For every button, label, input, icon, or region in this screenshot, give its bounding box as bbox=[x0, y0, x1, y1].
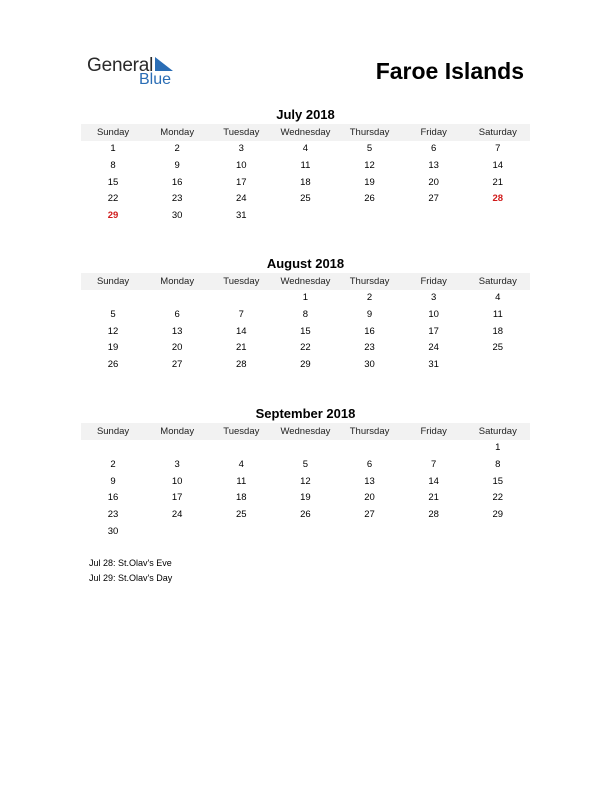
day-cell: 3 bbox=[238, 143, 244, 154]
day-cell: 23 bbox=[171, 193, 183, 205]
day-cell: 5 bbox=[110, 308, 116, 320]
day-cell: 2 bbox=[366, 292, 373, 303]
day-cell: 18 bbox=[492, 325, 504, 337]
day-cell: 20 bbox=[364, 492, 375, 504]
day-cell: 4 bbox=[238, 458, 244, 470]
day-grid bbox=[81, 141, 530, 225]
weekday-label: Thursday bbox=[349, 276, 390, 287]
day-cell: 19 bbox=[107, 342, 119, 354]
month-title: August 2018 bbox=[266, 256, 345, 271]
empty-cell bbox=[273, 440, 337, 457]
day-cell: 10 bbox=[428, 308, 439, 320]
day-cell: 17 bbox=[171, 492, 183, 504]
day-cell: 12 bbox=[300, 475, 311, 487]
day-cell: 25 bbox=[300, 193, 311, 205]
day-cell: 24 bbox=[428, 342, 439, 354]
empty-cell bbox=[209, 440, 273, 457]
empty-cell bbox=[81, 440, 145, 457]
day-cell: 16 bbox=[364, 325, 375, 337]
day-cell: 13 bbox=[428, 159, 439, 171]
day-cell: 1 bbox=[495, 442, 501, 453]
weekday-label: Monday bbox=[160, 127, 195, 138]
empty-cell bbox=[81, 290, 145, 307]
day-cell: 27 bbox=[171, 359, 183, 371]
weekday-label: Saturday bbox=[478, 127, 517, 138]
day-cell: 6 bbox=[431, 143, 437, 154]
weekday-label: Monday bbox=[160, 426, 195, 437]
day-cell: 20 bbox=[171, 342, 183, 354]
day-cell: 5 bbox=[302, 458, 309, 470]
day-cell: 14 bbox=[236, 325, 247, 337]
month-title: July 2018 bbox=[276, 107, 335, 122]
day-cell: 31 bbox=[428, 359, 439, 371]
weekday-label: Sunday bbox=[96, 127, 130, 138]
day-cell: 30 bbox=[171, 210, 183, 222]
empty-cell bbox=[338, 440, 402, 457]
day-cell: 9 bbox=[110, 475, 116, 487]
day-cell: 21 bbox=[428, 492, 439, 504]
day-cell: 31 bbox=[236, 210, 247, 222]
day-cell: 11 bbox=[492, 308, 503, 320]
weekday-label: Wednesday bbox=[280, 276, 331, 287]
day-cell: 18 bbox=[236, 492, 247, 504]
day-cell: 23 bbox=[364, 342, 375, 354]
weekday-header bbox=[81, 423, 530, 440]
day-cell: 18 bbox=[300, 176, 311, 188]
day-cell: 26 bbox=[300, 509, 311, 521]
empty-cell bbox=[209, 290, 273, 307]
day-cell: 10 bbox=[236, 159, 247, 171]
weekday-label: Thursday bbox=[349, 426, 390, 437]
day-cell: 8 bbox=[302, 308, 309, 320]
holiday-note: Jul 29: St.Olav's Day bbox=[89, 572, 173, 583]
day-cell: 22 bbox=[107, 193, 119, 205]
day-cell: 4 bbox=[495, 292, 501, 303]
day-cell: 13 bbox=[364, 475, 375, 487]
day-cell: 16 bbox=[171, 176, 183, 188]
day-cell: 15 bbox=[107, 176, 119, 188]
day-cell: 4 bbox=[302, 143, 309, 154]
logo-triangle-icon bbox=[155, 57, 173, 71]
weekday-label: Sunday bbox=[96, 426, 130, 437]
weekday-header bbox=[81, 124, 530, 141]
day-cell: 12 bbox=[364, 159, 375, 171]
day-cell: 21 bbox=[492, 176, 504, 188]
month-july bbox=[81, 107, 530, 225]
day-cell: 24 bbox=[171, 509, 183, 521]
day-cell: 27 bbox=[364, 509, 375, 521]
day-cell: 15 bbox=[300, 325, 311, 337]
day-cell: 28 bbox=[428, 509, 439, 521]
logo-text-blue: Blue bbox=[139, 71, 172, 88]
day-cell: 19 bbox=[364, 176, 375, 188]
day-cell: 8 bbox=[495, 458, 501, 470]
day-grid bbox=[81, 440, 530, 541]
weekday-label: Wednesday bbox=[280, 127, 331, 138]
weekday-label: Saturday bbox=[478, 276, 517, 287]
day-cell: 15 bbox=[492, 475, 504, 487]
day-cell-holiday: 28 bbox=[492, 193, 504, 205]
day-cell: 9 bbox=[366, 308, 373, 320]
day-cell: 6 bbox=[174, 308, 180, 320]
day-cell: 14 bbox=[428, 475, 439, 487]
weekday-label: Friday bbox=[420, 127, 447, 138]
day-cell: 19 bbox=[300, 492, 311, 504]
day-cell: 7 bbox=[238, 308, 244, 320]
day-cell: 2 bbox=[110, 458, 116, 470]
logo-text-general: General bbox=[87, 55, 154, 76]
weekday-label: Friday bbox=[420, 426, 447, 437]
day-cell: 3 bbox=[174, 458, 180, 470]
day-cell: 16 bbox=[107, 492, 119, 504]
day-grid bbox=[81, 290, 530, 374]
empty-cell bbox=[145, 290, 209, 307]
day-cell: 22 bbox=[492, 492, 504, 504]
weekday-label: Saturday bbox=[478, 426, 517, 437]
day-cell: 8 bbox=[110, 159, 116, 171]
empty-cell bbox=[145, 440, 209, 457]
day-cell: 30 bbox=[107, 525, 119, 537]
day-cell-holiday: 29 bbox=[107, 210, 119, 222]
day-cell: 14 bbox=[492, 159, 504, 171]
day-cell: 22 bbox=[300, 342, 311, 354]
day-cell: 27 bbox=[428, 193, 439, 205]
day-cell: 10 bbox=[171, 475, 183, 487]
day-cell: 5 bbox=[366, 143, 373, 154]
empty-cell bbox=[402, 440, 466, 457]
day-cell: 11 bbox=[300, 159, 311, 171]
day-cell: 23 bbox=[107, 509, 119, 521]
weekday-label: Tuesday bbox=[223, 426, 260, 437]
day-cell: 1 bbox=[302, 292, 309, 303]
day-cell: 24 bbox=[236, 193, 247, 205]
day-cell: 29 bbox=[492, 509, 504, 521]
day-cell: 29 bbox=[300, 359, 311, 371]
month-august bbox=[81, 256, 530, 374]
month-title: September 2018 bbox=[255, 406, 356, 421]
logo bbox=[87, 55, 187, 91]
day-cell: 17 bbox=[428, 325, 439, 337]
day-cell: 30 bbox=[364, 359, 375, 371]
weekday-header bbox=[81, 273, 530, 290]
day-cell: 11 bbox=[236, 475, 247, 487]
day-cell: 7 bbox=[495, 143, 501, 154]
day-cell: 26 bbox=[107, 359, 119, 371]
day-cell: 7 bbox=[431, 458, 437, 470]
day-cell: 1 bbox=[110, 143, 116, 154]
weekday-label: Friday bbox=[420, 276, 447, 287]
day-cell: 20 bbox=[428, 176, 439, 188]
day-cell: 12 bbox=[107, 325, 119, 337]
day-cell: 17 bbox=[236, 176, 247, 188]
weekday-label: Sunday bbox=[96, 276, 130, 287]
weekday-label: Monday bbox=[160, 276, 195, 287]
month-september bbox=[81, 406, 530, 541]
day-cell: 25 bbox=[236, 509, 247, 521]
country-title: Faroe Islands bbox=[375, 58, 524, 84]
day-cell: 26 bbox=[364, 193, 375, 205]
day-cell: 25 bbox=[492, 342, 504, 354]
day-cell: 6 bbox=[366, 458, 373, 470]
day-cell: 3 bbox=[431, 292, 437, 303]
weekday-label: Tuesday bbox=[223, 127, 260, 138]
weekday-label: Tuesday bbox=[223, 276, 260, 287]
day-cell: 21 bbox=[236, 342, 247, 354]
holiday-note: Jul 28: St.Olav's Eve bbox=[89, 558, 172, 568]
weekday-label: Thursday bbox=[349, 127, 390, 138]
day-cell: 2 bbox=[174, 143, 180, 154]
weekday-label: Wednesday bbox=[280, 426, 331, 437]
day-cell: 28 bbox=[236, 359, 247, 371]
day-cell: 13 bbox=[171, 325, 183, 337]
holiday-notes bbox=[89, 556, 172, 585]
day-cell: 9 bbox=[174, 159, 180, 171]
